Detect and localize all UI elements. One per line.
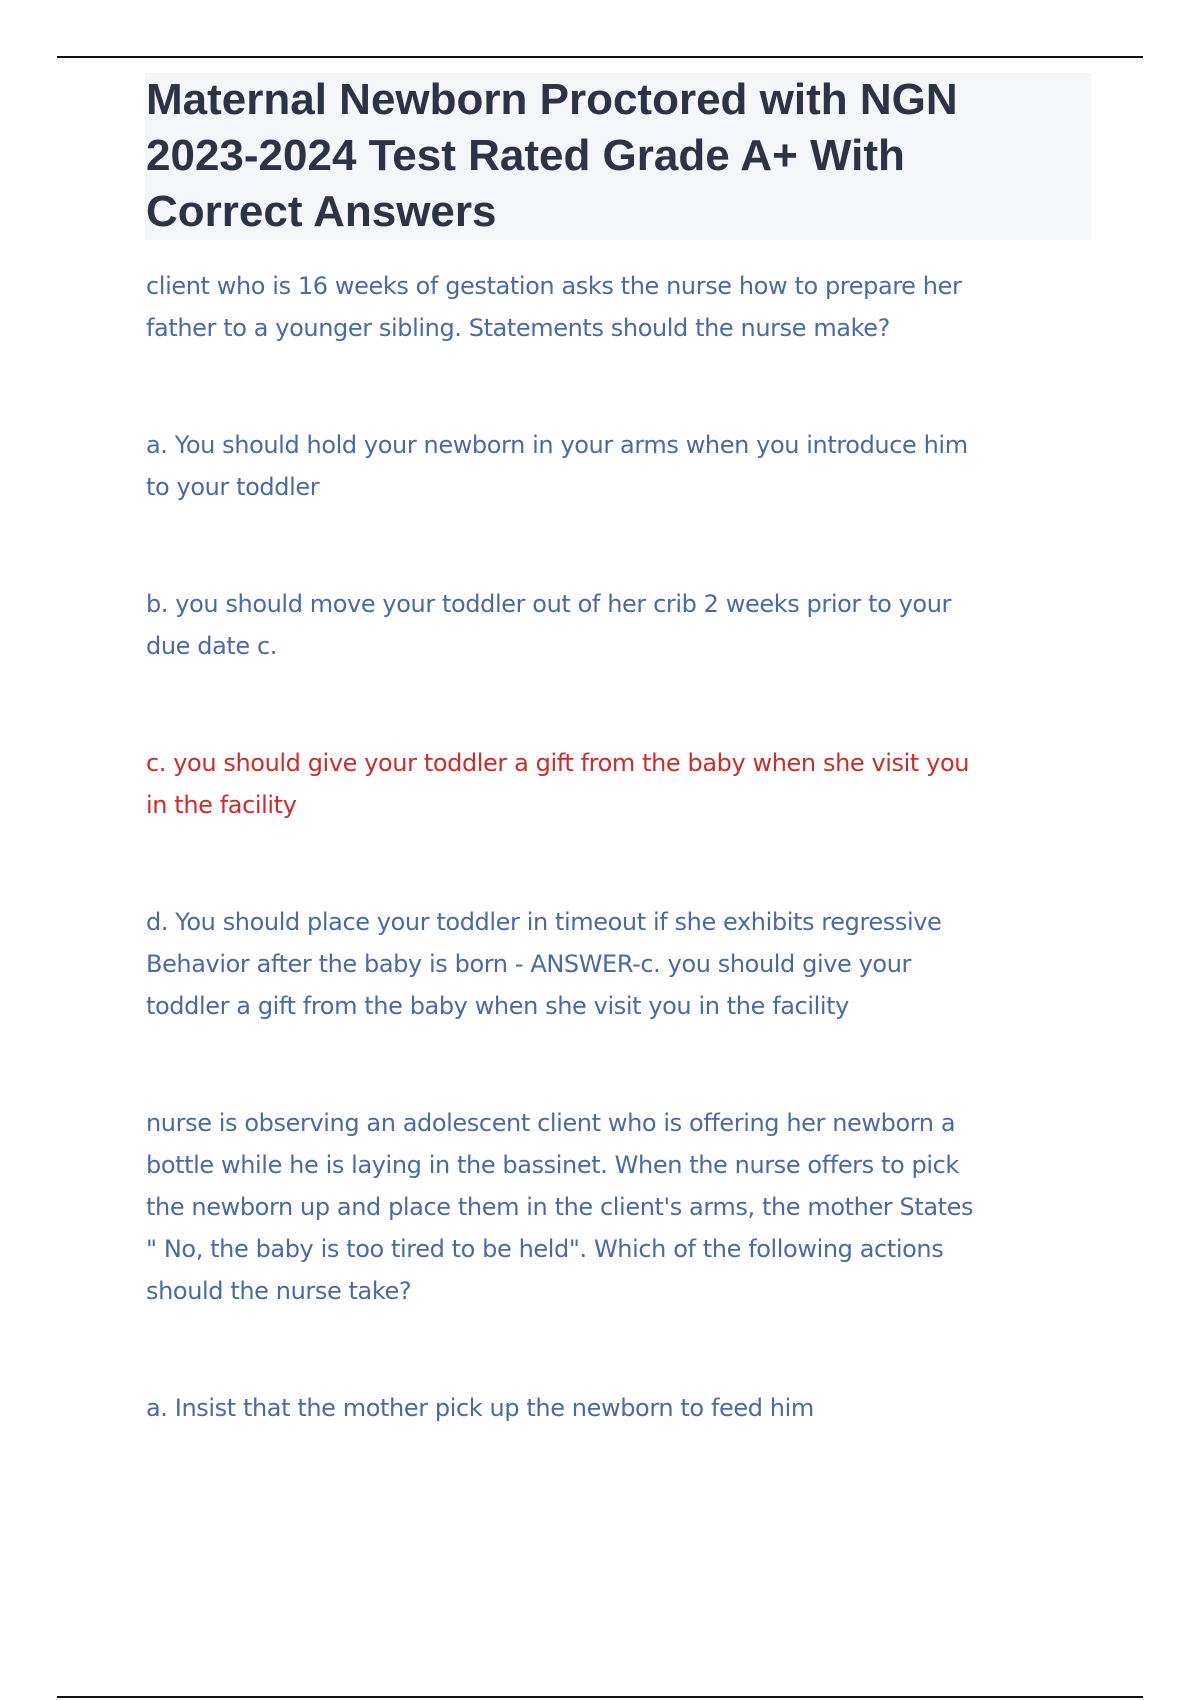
spacer <box>146 1027 1096 1102</box>
bottom-rule <box>57 1696 1143 1698</box>
spacer <box>146 826 1096 901</box>
spacer <box>146 508 1096 583</box>
question-1-option-b: b. you should move your toddler out of her crib 2 weeks prior to your due date c. <box>146 590 951 660</box>
top-rule <box>57 56 1143 58</box>
question-1-stem: client who is 16 weeks of gestation asks the nurse how to prepare her father to a younger sibling. Statements should the nurse make? <box>146 272 962 342</box>
spacer <box>146 667 1096 742</box>
question-1-option-d-answer: d. You should place your toddler in timeout if she exhibits regressive Behavior after the baby is born - ANSWER-c. you should give your toddler a gift from the baby when she visit you in the facility <box>146 908 942 1020</box>
document-title <box>146 72 1086 240</box>
document-title-text: Maternal Newborn Proctored with NGN 2023-2024 Test Rated Grade A+ With Correct Answers <box>146 75 958 236</box>
spacer <box>146 349 1096 424</box>
question-1-option-c-correct: c. you should give your toddler a gift from the baby when she visit you in the facility <box>146 749 970 819</box>
question-2-option-a: a. Insist that the mother pick up the newborn to feed him <box>146 1394 814 1422</box>
spacer <box>146 1312 1096 1387</box>
document-body <box>146 265 1096 1429</box>
question-2-stem: nurse is observing an adolescent client who is offering her newborn a bottle while he is laying in the bassinet. When the nurse offers to pick the newborn up and place them in the client's arms, the mother States " No, the baby is too tired to be held". Which of the following actions should the nurse take? <box>146 1109 974 1305</box>
question-1-option-a: a. You should hold your newborn in your arms when you introduce him to your toddler <box>146 431 968 501</box>
